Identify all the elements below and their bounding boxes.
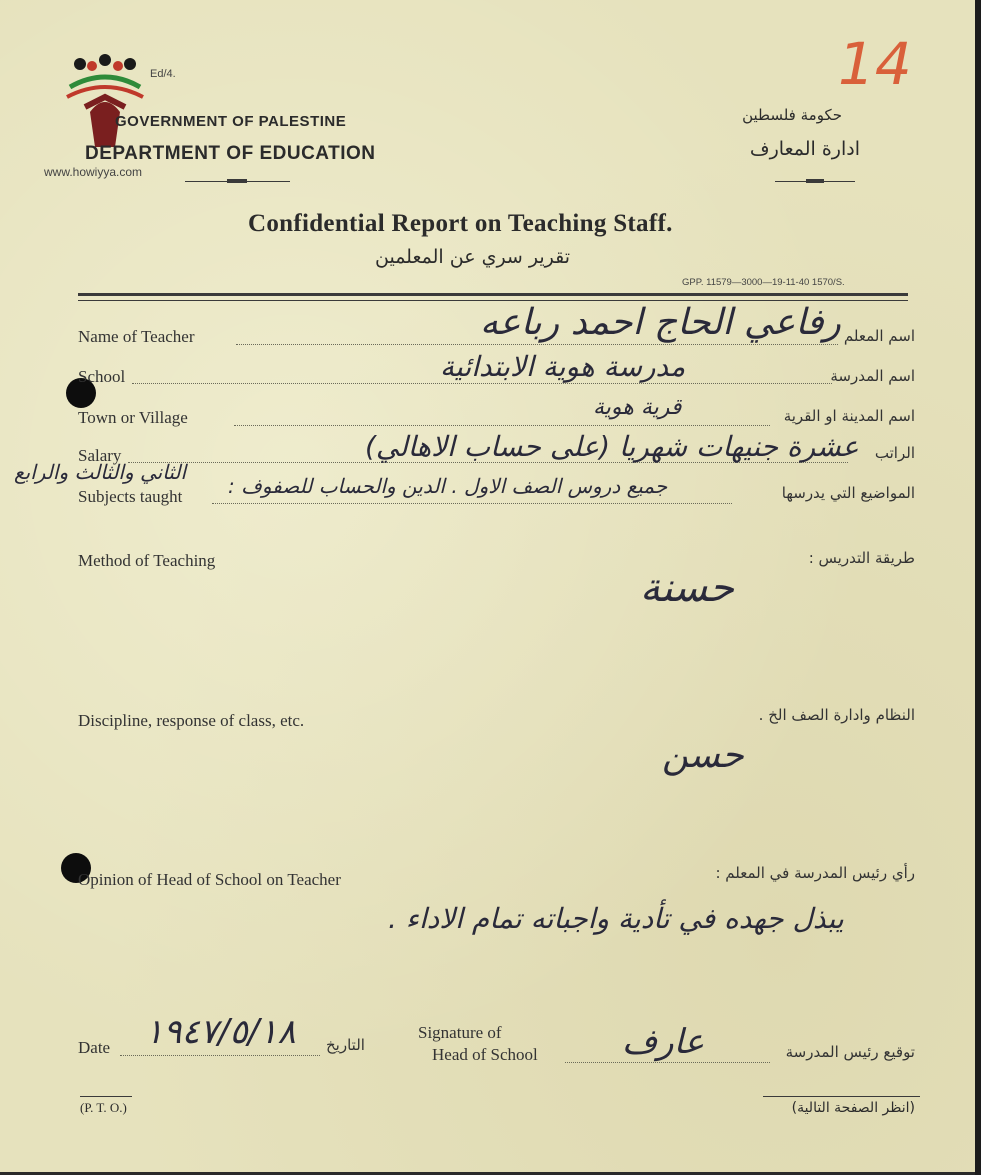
name-value: رفاعي الحاج احمد رباعه	[480, 302, 841, 343]
top-rule-thin	[78, 300, 908, 301]
date-value: ١٩٤٧/٥/١٨	[145, 1012, 296, 1052]
date-label-ar: التاريخ	[326, 1036, 365, 1054]
signature-label-line2: Head of School	[432, 1045, 538, 1064]
salary-label-ar: الراتب	[874, 444, 915, 462]
pto-ar-rule	[763, 1096, 920, 1097]
government-title: GOVERNMENT OF PALESTINE	[115, 113, 347, 130]
department-title-ar: ادارة المعارف	[749, 138, 860, 160]
subjects-value-margin: الثاني والثالث والرابع	[14, 460, 187, 484]
town-label-ar: اسم المدينة او القرية	[783, 407, 915, 425]
subjects-label: Subjects taught	[78, 487, 183, 506]
signature-value: عارف	[622, 1022, 705, 1062]
school-value: مدرسة هوية الابتدائية	[440, 350, 686, 383]
school-label: School	[78, 367, 126, 386]
date-dots	[120, 1055, 320, 1056]
watermark-url: www.howiyya.com	[44, 165, 143, 179]
pto-label: (P. T. O.)	[80, 1100, 127, 1115]
report-title-ar: تقرير سري عن المعلمين	[375, 246, 571, 268]
name-label-ar: اسم المعلم	[843, 327, 915, 345]
opinion-value: يبذل جهده في تأدية واجباته تمام الاداء .	[388, 902, 844, 935]
subjects-value: جميع دروس الصف الاول . الدين والحساب للصفوف :	[228, 474, 668, 498]
town-value: قرية هوية	[593, 395, 682, 420]
date-label: Date	[78, 1038, 111, 1057]
header-right-divider-mark	[806, 179, 824, 183]
salary-value: عشرة جنيهات شهريا (على حساب الاهالي)	[365, 430, 859, 463]
school-label-ar: اسم المدرسة	[830, 367, 915, 385]
opinion-label: Opinion of Head of School on Teacher	[78, 870, 341, 889]
discipline-value: حسن	[662, 735, 744, 776]
signature-label-line1: Signature of	[418, 1023, 502, 1042]
subjects-label-ar: المواضيع التي يدرسها	[781, 484, 915, 502]
school-dots	[132, 383, 832, 384]
method-value: حسنة	[640, 565, 734, 611]
opinion-label-ar: رأي رئيس المدرسة في المعلم :	[715, 864, 915, 882]
discipline-label-ar: النظام وادارة الصف الخ .	[758, 706, 915, 724]
page-number: 14	[838, 30, 912, 98]
name-label: Name of Teacher	[78, 327, 195, 346]
form-number: Ed/4.	[150, 68, 176, 80]
method-label-ar: طريقة التدريس :	[808, 549, 915, 567]
government-title-ar: حكومة فلسطين	[742, 106, 842, 124]
department-title: DEPARTMENT OF EDUCATION	[85, 143, 376, 164]
discipline-label: Discipline, response of class, etc.	[78, 711, 305, 730]
method-label: Method of Teaching	[78, 551, 216, 570]
subjects-dots	[212, 503, 732, 504]
top-rule-thick	[78, 293, 908, 296]
print-code: GPP. 11579—3000—19-11-40 1570/S.	[682, 277, 845, 288]
name-dots	[236, 344, 838, 345]
signature-label-ar: توقيع رئيس المدرسة	[785, 1043, 915, 1061]
pto-label-ar: (انظر الصفحة التالية)	[791, 1100, 915, 1116]
report-title: Confidential Report on Teaching Staff.	[248, 210, 673, 237]
town-label: Town or Village	[78, 408, 188, 427]
header-left-divider-mark	[227, 179, 247, 183]
salary-label: Salary	[78, 446, 122, 465]
pto-rule	[80, 1096, 132, 1097]
signature-dots	[565, 1062, 770, 1063]
town-dots	[234, 425, 770, 426]
scan-edge	[975, 0, 981, 1175]
